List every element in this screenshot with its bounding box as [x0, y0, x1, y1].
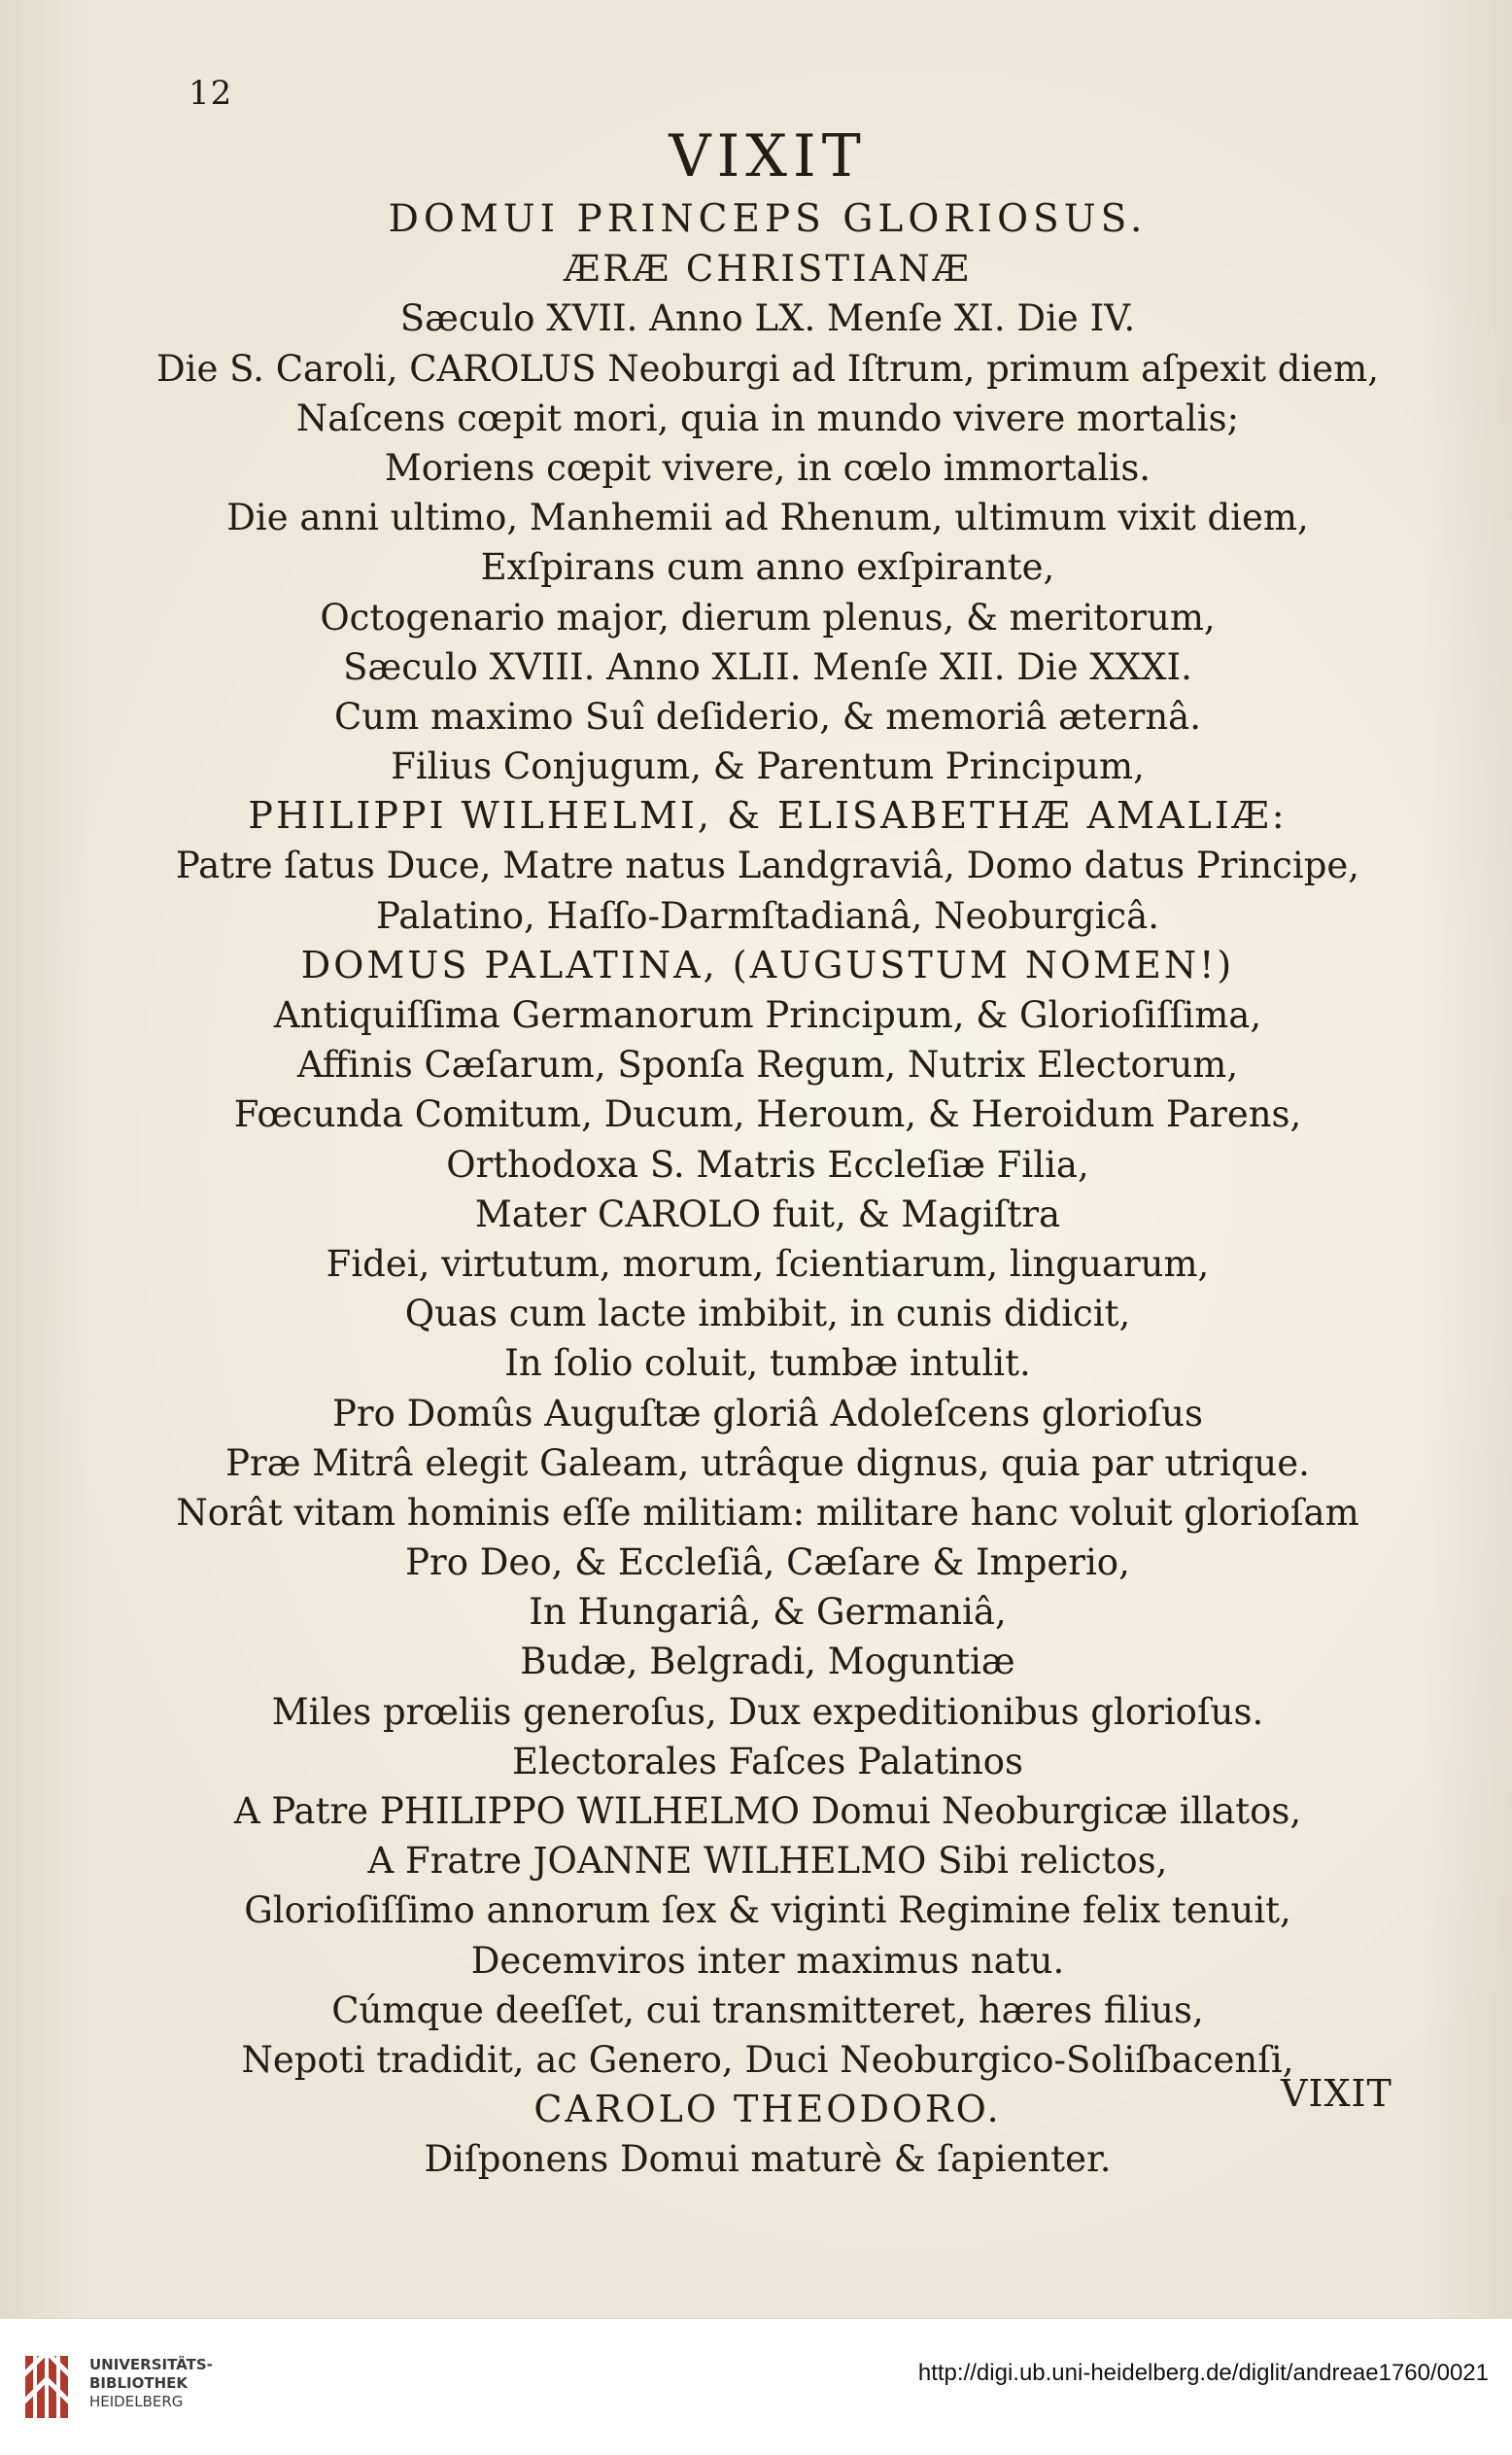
heading-domui: DOMUI PRINCEPS GLORIOSUS. [388, 197, 1148, 241]
text-line: Orthodoxa S. Matris Eccleſiæ Filia, [446, 1143, 1089, 1186]
text-line: A Patre PHILIPPO WILHELMO Domui Neoburgicæ illatos, [233, 1790, 1302, 1832]
text-line: Die anni ultimo, Manhemii ad Rhenum, ultimum vixit diem, [226, 497, 1309, 539]
text-line: Palatino, Haſſo-Darmſtadianâ, Neoburgicâ. [376, 894, 1159, 937]
library-name-line: HEIDELBERG [89, 2393, 184, 2410]
library-name-line: UNIVERSITÄTS- [89, 2356, 213, 2373]
text-line: A Fratre JOANNE WILHELMO Sibi relictos, [367, 1840, 1168, 1883]
text-line: Quas cum lacte imbibit, in cunis didicit, [404, 1293, 1131, 1335]
text-line: Sæculo XVIII. Anno XLII. Menſe XII. Die XXXI. [343, 645, 1192, 688]
text-line: Cúmque deeſſet, cui transmitteret, hæres filius, [331, 1988, 1204, 2031]
text-line: Norât vitam hominis eſſe militiam: militare hanc voluit glorioſam [176, 1491, 1359, 1534]
library-name-line: BIBLIOTHEK [89, 2374, 188, 2392]
text-line: Cum maximo Suî deſiderio, & memoriâ æternâ. [334, 695, 1201, 738]
source-url[interactable]: http://digi.ub.uni-heidelberg.de/diglit/andreae1760/0021 [917, 2360, 1489, 2386]
text-line: In ſolio coluit, tumbæ intulit. [504, 1342, 1031, 1385]
text-line: Antiquiſſima Germanorum Principum, & Glorioſiſſima, [273, 994, 1262, 1036]
text-line: Fœcunda Comitum, Ducum, Heroum, & Heroidum Parens, [233, 1093, 1302, 1136]
text-line-caps: PHILIPPI WILHELMI, & ELISABETHÆ AMALIÆ: [248, 794, 1288, 838]
text-line-caps: CAROLO THEODORO. [533, 2088, 1002, 2131]
text-line: Naſcens cœpit mori, quia in mundo vivere mortalis; [295, 397, 1240, 439]
text-line: Patre ſatus Duce, Matre natus Landgraviâ, Domo datus Principe, [175, 845, 1360, 887]
text-line: Nepoti tradidit, ac Genero, Duci Neoburgico-Soliſbacenſi, [241, 2038, 1294, 2081]
text-line: Mater CAROLO fuit, & Magiſtra [474, 1193, 1061, 1235]
text-line: Glorioſiſſimo annorum ſex & viginti Regimine felix tenuit, [244, 1889, 1291, 1932]
text-line: Filius Conjugum, & Parentum Principum, [391, 745, 1145, 788]
body-text [117, 119, 1419, 2185]
text-line: Octogenario major, dierum plenus, & meritorum, [320, 596, 1216, 639]
text-line: Electorales Faſces Palatinos [511, 1740, 1024, 1782]
catchword: VIXIT [1281, 2072, 1392, 2115]
text-line: Decemviros inter maximus natu. [470, 1939, 1065, 1982]
text-line: Fidei, virtutum, morum, ſcientiarum, linguarum, [326, 1242, 1210, 1285]
text-line: In Hungariâ, & Germaniâ, [529, 1591, 1007, 1634]
text-line-caps: DOMUS PALATINA, (AUGUSTUM NOMEN!) [300, 943, 1235, 986]
text-line: Diſponens Domui maturè & ſapienter. [424, 2138, 1112, 2181]
text-line: Sæculo XVII. Anno LX. Menſe XI. Die IV. [399, 297, 1136, 340]
text-line: Moriens cœpit vivere, in cœlo immortalis. [384, 446, 1151, 489]
library-name [89, 2356, 213, 2411]
text-line: Pro Deo, & Eccleſiâ, Cæſare & Imperio, [405, 1541, 1130, 1584]
heading-vixit: VIXIT [669, 122, 867, 190]
heading-aerae: ÆRÆ CHRISTIANÆ [564, 248, 972, 291]
text-line: Exſpirans cum anno exſpirante, [480, 546, 1055, 589]
page-number: 12 [189, 74, 233, 113]
text-line: Pro Domûs Auguſtæ gloriâ Adoleſcens glorioſus [332, 1392, 1203, 1435]
university-library-logo-icon [17, 2346, 76, 2426]
text-line: Budæ, Belgradi, Moguntiæ [520, 1641, 1015, 1683]
viewer-footer [0, 2318, 1512, 2455]
text-line: Affinis Cæſarum, Sponſa Regum, Nutrix Electorum, [296, 1044, 1239, 1087]
text-line: Præ Mitrâ elegit Galeam, utrâque dignus, quia par utrique. [225, 1441, 1310, 1484]
text-line: Miles prœliis generoſus, Dux expeditionibus glorioſus. [271, 1690, 1264, 1733]
text-line: Die S. Caroli, CAROLUS Neoburgi ad Iſtrum, primum aſpexit diem, [155, 347, 1380, 390]
